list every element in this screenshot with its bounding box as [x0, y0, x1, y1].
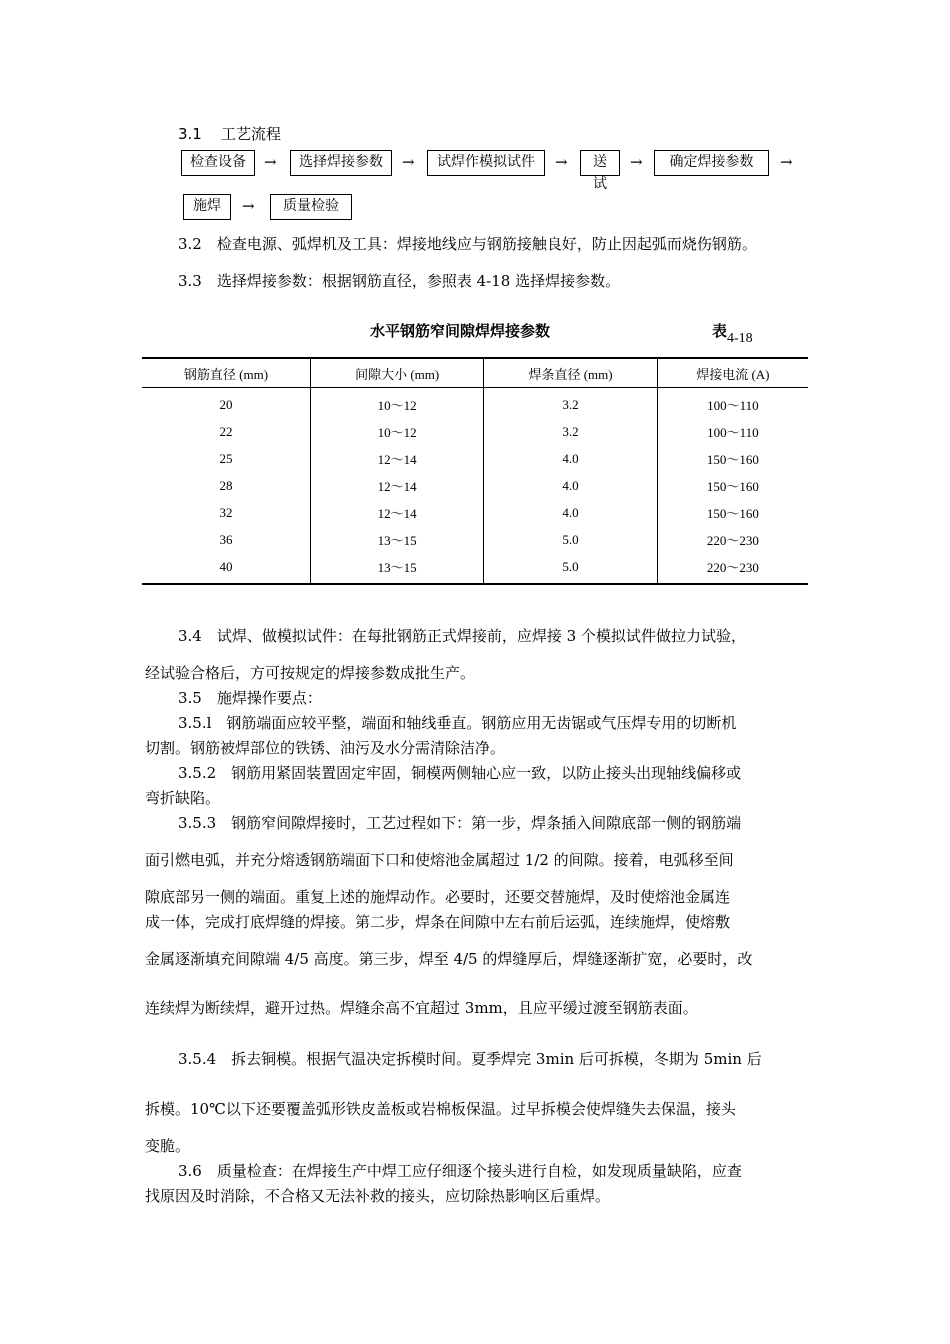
table-row: [142, 472, 808, 499]
table-row: [142, 445, 808, 472]
table-cell: 220～230: [657, 526, 808, 553]
section-3-5-3-line-4: 成一体，完成打底焊缝的焊接。第二步，焊条在间隙中左右前后运弧，连续施焊，使熔敷: [145, 913, 731, 931]
table-cell: 5.0: [484, 553, 657, 584]
flow-arrow-icon: →: [242, 197, 255, 215]
table-cell: 150～160: [657, 472, 808, 499]
flow-arrow-icon: →: [555, 153, 568, 171]
table-row: [142, 388, 808, 419]
table-cell: 13～15: [311, 553, 484, 584]
section-3-5-4-line-1: 3.5.4 拆去铜模。根据气温决定拆模时间。夏季焊完 3min 后可拆模，冬期为 5min 后: [178, 1050, 762, 1068]
section-3-5-4-line-3: 变脆。: [145, 1137, 191, 1155]
table-row: [142, 526, 808, 553]
table-cell: 3.2: [484, 418, 657, 445]
section-number: 3.1: [178, 125, 202, 143]
table-cell: 40: [142, 553, 311, 584]
table-cell: 12～14: [311, 445, 484, 472]
table-cell: 3.2: [484, 388, 657, 419]
flow-arrow-icon: →: [780, 153, 793, 171]
section-3-3: 3.3 选择焊接参数：根据钢筋直径，参照表 4-18 选择焊接参数。: [178, 272, 621, 290]
section-3-5-3-line-5: 金属逐渐填充间隙端 4/5 高度。第三步，焊至 4/5 的焊缝厚后，焊缝逐渐扩宽，必要时，改: [145, 950, 753, 968]
table-cell: 10～12: [311, 418, 484, 445]
section-3-5-1-line-1: 3.5.l 钢筋端面应较平整，端面和轴线垂直。钢筋应用无齿锯或气压焊专用的切断机: [178, 714, 737, 732]
table-cell: 13～15: [311, 526, 484, 553]
section-title: 工艺流程: [220, 125, 281, 143]
table-cell: 150～160: [657, 499, 808, 526]
table-cell: 100～110: [657, 388, 808, 419]
col-header-welding-current: 焊接电流 (A): [657, 358, 808, 388]
table-cell: 22: [219, 423, 233, 439]
table-cell: 25: [219, 450, 233, 466]
table-row: [142, 499, 808, 526]
flow-step-weld: 施焊: [183, 194, 231, 220]
section-3-5-3-line-1: 3.5.3 钢筋窄间隙焊接时，工艺过程如下：第一步，焊条插入间隙底部一侧的钢筋端: [178, 814, 742, 832]
table-row: [142, 553, 808, 584]
section-3-5-4-line-2: 拆模。10℃以下还要覆盖弧形铁皮盖板或岩棉板保温。过早拆模会使焊缝失去保温，接头: [145, 1100, 736, 1118]
section-3-5-heading: 3.5 施焊操作要点：: [178, 689, 322, 707]
table-cell: 32: [219, 504, 233, 520]
col-header-gap-size: 间隙大小 (mm): [311, 358, 484, 388]
table-cell: 12～14: [311, 499, 484, 526]
table-cell: 20: [219, 396, 233, 412]
section-3-1-heading: [178, 124, 281, 144]
flow-arrow-icon: →: [264, 153, 277, 171]
table-cell: 4.0: [484, 445, 657, 472]
table-cell: 28: [219, 477, 233, 493]
table-cell: 5.0: [484, 526, 657, 553]
section-3-5-1-line-2: 切割。钢筋被焊部位的铁锈、油污及水分需清除洁净。: [145, 739, 506, 757]
table-label: 表4-18: [712, 322, 753, 346]
section-3-5-3-line-3: 隙底部另一侧的端面。重复上述的施焊动作。必要时，还要交替施焊，及时使熔池金属连: [145, 888, 731, 906]
flow-step-check-equipment: 检查设备: [181, 150, 255, 176]
section-3-5-2-line-1: 3.5.2 钢筋用紧固装置固定牢固，铜模两侧轴心应一致，以防止接头出现轴线偏移或: [178, 764, 742, 782]
flow-step-send-test: 送试: [580, 150, 620, 176]
flow-step-select-params: 选择焊接参数: [290, 150, 392, 176]
table-cell: 36: [219, 531, 233, 547]
table-cell: 10～12: [311, 388, 484, 419]
flow-step-quality-inspection: 质量检验: [270, 194, 352, 220]
section-3-4-line-2: 经试验合格后，方可按规定的焊接参数成批生产。: [145, 664, 476, 682]
table-row: [142, 418, 808, 445]
table-cell: 12～14: [311, 472, 484, 499]
table-cell: 4.0: [484, 472, 657, 499]
table-cell: 220～230: [657, 553, 808, 584]
section-3-2: 3.2 检查电源、弧焊机及工具：焊接地线应与钢筋接触良好，防止因起弧而烧伤钢筋。: [178, 235, 757, 253]
col-header-electrode-diameter: 焊条直径 (mm): [484, 358, 657, 388]
flow-step-trial-weld: 试焊作模拟试件: [427, 150, 545, 176]
section-3-4-line-1: 3.4 试焊、做模拟试件：在每批钢筋正式焊接前，应焊接 3 个模拟试件做拉力试验，: [178, 627, 746, 645]
section-3-5-3-line-6: 连续焊为断续焊，避开过热。焊缝余高不宜超过 3mm，且应平缓过渡至钢筋表面。: [145, 999, 698, 1017]
table-header-row: [142, 358, 808, 388]
table-cell: 100～110: [657, 418, 808, 445]
table-title: 水平钢筋窄间隙焊焊接参数: [370, 322, 551, 340]
flow-arrow-icon: →: [630, 153, 643, 171]
col-header-rebar-diameter: 钢筋直径 (mm): [142, 358, 311, 388]
section-3-5-2-line-2: 弯折缺陷。: [145, 789, 221, 807]
section-3-6-line-2: 找原因及时消除，不合格又无法补救的接头，应切除热影响区后重焊。: [145, 1187, 611, 1205]
flow-step-confirm-params: 确定焊接参数: [654, 150, 769, 176]
flow-arrow-icon: →: [402, 153, 415, 171]
section-3-6-line-1: 3.6 质量检查：在焊接生产中焊工应仔细逐个接头进行自检，如发现质量缺陷，应查: [178, 1162, 742, 1180]
welding-params-table: [142, 357, 808, 585]
table-number: 4-18: [727, 331, 753, 346]
table-cell: 150～160: [657, 445, 808, 472]
section-3-5-3-line-2: 面引燃电弧，并充分熔透钢筋端面下口和使熔池金属超过 1/2 的间隙。接着，电弧移至间: [145, 851, 734, 869]
table-cell: 4.0: [484, 499, 657, 526]
